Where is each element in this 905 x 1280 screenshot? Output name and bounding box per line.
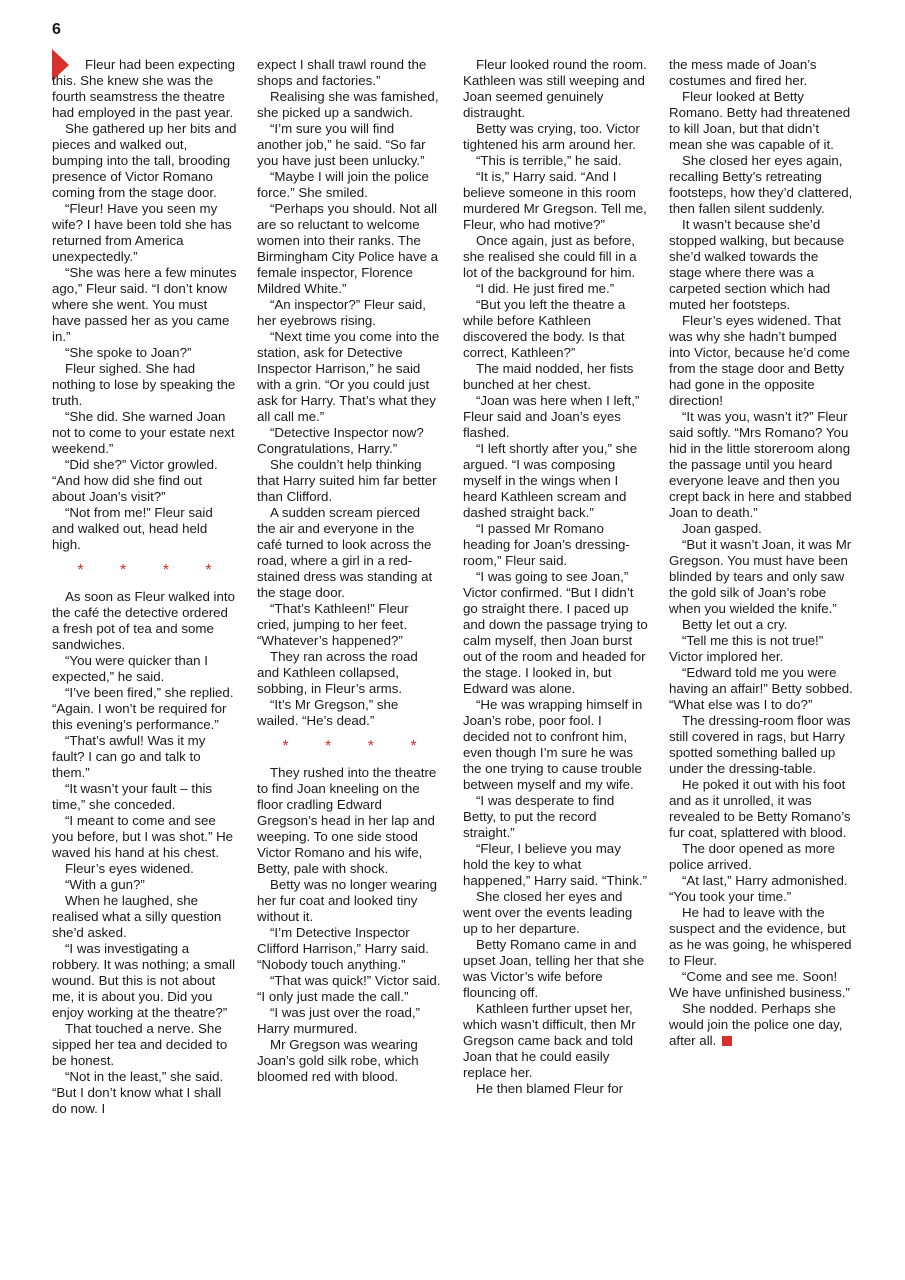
paragraph: Fleur had been expecting this. She knew she was the fourth seamstress the theatre had employed in the past year.	[52, 57, 236, 120]
paragraph: Betty was crying, too. Victor tightened his arm around her.	[463, 121, 640, 152]
paragraph: “It’s Mr Gregson,” she wailed. “He’s dead.”	[257, 697, 399, 728]
paragraph: A sudden scream pierced the air and everyone in the café turned to look across the road, where a girl in a red-stained dress was standing at the stage door.	[257, 505, 433, 600]
paragraph: the mess made of Joan’s costumes and fired her.	[669, 57, 817, 88]
paragraph: “I’m Detective Inspector Clifford Harrison,” Harry said. “Nobody touch anything.”	[257, 925, 429, 972]
paragraph: When he laughed, she realised what a silly question she’d asked.	[52, 893, 222, 940]
paragraph: “That was quick!” Victor said. “I only just made the call.”	[257, 973, 441, 1004]
paragraph: Betty let out a cry.	[682, 617, 788, 632]
paragraph: Kathleen further upset her, which wasn’t difficult, then Mr Gregson came back and told Joan that he could easily replace her.	[463, 1001, 636, 1080]
end-of-story-square-icon	[722, 1036, 732, 1046]
paragraph: Realising she was famished, she picked up a sandwich.	[257, 89, 439, 120]
paragraph: Betty Romano came in and upset Joan, telling her that she was Victor’s wife before flouncing off.	[463, 937, 645, 1000]
paragraph: She gathered up her bits and pieces and walked out, bumping into the tall, brooding presence of Victor Romano coming from the stage door.	[52, 121, 237, 200]
paragraph: “You were quicker than I expected,” he said.	[52, 653, 208, 684]
paragraph: Fleur’s eyes widened. That was why she hadn’t bumped into Victor, because he’d come from the stage door and Betty had gone in the opposite direction!	[669, 313, 850, 408]
paragraph: Fleur’s eyes widened.	[65, 861, 194, 876]
paragraph: “An inspector?” Fleur said, her eyebrows rising.	[257, 297, 426, 328]
paragraph: Fleur sighed. She had nothing to lose by speaking the truth.	[52, 361, 236, 408]
paragraph: Fleur looked at Betty Romano. Betty had threatened to kill Joan, but that didn’t mean she was capable of it.	[669, 89, 851, 152]
paragraph: They ran across the road and Kathleen collapsed, sobbing, in Fleur’s arms.	[257, 649, 418, 696]
paragraph: expect I shall trawl round the shops and factories.”	[257, 57, 427, 88]
paragraph: “Did she?” Victor growled. “And how did she find out about Joan’s visit?”	[52, 457, 218, 504]
text-column-1	[52, 57, 237, 1117]
paragraph: “It was you, wasn’t it?” Fleur said softly. “Mrs Romano? You hid in the little storeroom along the passage until you heard everyone leave and then you crept back in here and stabbed Joan to death.”	[669, 409, 852, 520]
text-column-3	[463, 57, 648, 1097]
paragraph: “Not in the least,” she said. “But I don’t know what I shall do now. I	[52, 1069, 224, 1116]
paragraph: “Detective Inspector now? Congratulations, Harry.”	[257, 425, 424, 456]
paragraph: The door opened as more police arrived.	[669, 841, 836, 872]
paragraph: “Next time you come into the station, ask for Detective Inspector Harrison,” he said with a grin. “Or you could just ask for Harry. That’s what they all call me.”	[257, 329, 440, 424]
paragraph: “She did. She warned Joan not to come to your estate next weekend.”	[52, 409, 235, 456]
paragraph: Once again, just as before, she realised she could fill in a lot of the background for him.	[463, 233, 637, 280]
paragraph: He poked it out with his foot and as it unrolled, it was revealed to be Betty Romano’s fur coat, splattered with blood.	[669, 777, 851, 840]
paragraph: “Fleur! Have you seen my wife? I have been told she has returned from America unexpectedly.”	[52, 201, 232, 264]
paragraph: “I’ve been fired,” she replied. “Again. I won’t be required for this evening’s performance.”	[52, 685, 234, 732]
text-column-4	[669, 57, 854, 1049]
paragraph: As soon as Fleur walked into the café the detective ordered a fresh pot of tea and some sandwiches.	[52, 589, 235, 652]
paragraph: “Tell me this is not true!” Victor implored her.	[669, 633, 824, 664]
paragraph: “He was wrapping himself in Joan’s robe, poor fool. I decided not to confront him, even though I’m sure he was the one trying to cause trouble between myself and my wife.	[463, 697, 643, 792]
paragraph: “Maybe I will join the police force.” She smiled.	[257, 169, 429, 200]
paragraph: “She was here a few minutes ago,” Fleur said. “I don’t know where she went. You must have passed her as you came in.”	[52, 265, 237, 344]
paragraph: “With a gun?”	[65, 877, 145, 892]
paragraph: “It wasn’t your fault – this time,” she conceded.	[52, 781, 213, 812]
paragraph: “I’m sure you will find another job,” he said. “So far you have just been unlucky.”	[257, 121, 426, 168]
paragraph: “I was investigating a robbery. It was nothing; a small wound. But this is not about me, it is about you. Did you enjoy working at the theatre?”	[52, 941, 236, 1020]
paragraph: Fleur looked round the room. Kathleen was still weeping and Joan seemed genuinely distraught.	[463, 57, 647, 120]
paragraph: Betty was no longer wearing her fur coat and looked tiny without it.	[257, 877, 438, 924]
scene-break-separator: * * * *	[282, 738, 433, 755]
text-column-2	[257, 57, 442, 1085]
paragraph: He then blamed Fleur for	[476, 1081, 624, 1096]
paragraph: The dressing-room floor was still covered in rags, but Harry spotted something balled up under the dressing-table.	[669, 713, 851, 776]
paragraph: “I was going to see Joan,” Victor confirmed. “But I didn’t go straight there. I paced up and down the passage trying to calm myself, then Joan burst out of the room and headed for the stage. I looked in, but Edward was alone.	[463, 569, 648, 696]
paragraph: She closed her eyes again, recalling Betty’s retreating footsteps, how they’d clattered, then fallen silent suddenly.	[669, 153, 853, 216]
paragraph: They rushed into the theatre to find Joan kneeling on the floor cradling Edward Gregson’s head in her lap and weeping. To one side stood Victor Romano and his wife, Betty, pale with shock.	[257, 765, 437, 876]
column-2-section-a	[257, 57, 442, 729]
paragraph: “Joan was here when I left,” Fleur said and Joan’s eyes flashed.	[463, 393, 640, 440]
paragraph: “That’s Kathleen!” Fleur cried, jumping to her feet. “Whatever’s happened?”	[257, 601, 409, 648]
paragraph: “That’s awful! Was it my fault? I can go and talk to them.”	[52, 733, 206, 780]
paragraph: Joan gasped.	[682, 521, 762, 536]
paragraph: “Come and see me. Soon! We have unfinished business.”	[669, 969, 850, 1000]
paragraph: The maid nodded, her fists bunched at her chest.	[463, 361, 634, 392]
paragraph: “But it wasn’t Joan, it was Mr Gregson. You must have been blinded by tears and only saw the gold silk of Joan’s robe when you wielded the knife.”	[669, 537, 852, 616]
paragraph: She closed her eyes and went over the events leading up to her departure.	[463, 889, 633, 936]
paragraph: “I left shortly after you,” she argued. “I was composing myself in the wings when I heard Kathleen scream and dashed straight back.”	[463, 441, 638, 520]
paragraph: “At last,” Harry admonished. “You took your time.”	[669, 873, 848, 904]
column-2-section-b	[257, 765, 442, 1085]
paragraph: “I was desperate to find Betty, to put the record straight.”	[463, 793, 615, 840]
paragraph: Mr Gregson was wearing Joan’s gold silk robe, which bloomed red with blood.	[257, 1037, 419, 1084]
paragraph: “Not from me!” Fleur said and walked out, head held high.	[52, 505, 213, 552]
paragraph: She nodded. Perhaps she would join the police one day, after all.	[669, 1001, 843, 1048]
column-1-section-a	[52, 57, 237, 553]
column-4-section-a	[669, 57, 854, 1049]
paragraph: It wasn’t because she’d stopped walking, but because she’d walked towards the stage where there was a carpeted section which had muted her footsteps.	[669, 217, 845, 312]
paragraph: “Edward told me you were having an affair!” Betty sobbed. “What else was I to do?”	[669, 665, 853, 712]
paragraph: “Perhaps you should. Not all are so reluctant to welcome women into their ranks. The Birmingham City Police have a female inspector, Florence Mildred White.”	[257, 201, 439, 296]
paragraph: “I was just over the road,” Harry murmured.	[257, 1005, 421, 1036]
paragraph: He had to leave with the suspect and the evidence, but as he was going, he whispered to Fleur.	[669, 905, 852, 968]
paragraph: “It is,” Harry said. “And I believe someone in this room murdered Mr Gregson. Tell me, Fleur, who had motive?”	[463, 169, 647, 232]
paragraph: “I did. He just fired me.”	[476, 281, 615, 296]
paragraph: “But you left the theatre a while before Kathleen discovered the body. Is that correct, Kathleen?”	[463, 297, 626, 360]
paragraph: “This is terrible,” he said.	[476, 153, 622, 168]
column-1-section-b	[52, 589, 237, 1117]
scene-break-separator: * * * *	[77, 562, 228, 579]
paragraph: She couldn’t help thinking that Harry suited him far better than Clifford.	[257, 457, 437, 504]
page-number: 6	[52, 21, 61, 38]
paragraph: “I passed Mr Romano heading for Joan’s dressing-room,” Fleur said.	[463, 521, 630, 568]
column-3-section-a	[463, 57, 648, 1097]
paragraph: “She spoke to Joan?”	[65, 345, 192, 360]
paragraph: “Fleur, I believe you may hold the key to what happened,” Harry said. “Think.”	[463, 841, 648, 888]
paragraph: That touched a nerve. She sipped her tea and decided to be honest.	[52, 1021, 228, 1068]
paragraph: “I meant to come and see you before, but I was shot.” He waved his hand at his chest.	[52, 813, 234, 860]
